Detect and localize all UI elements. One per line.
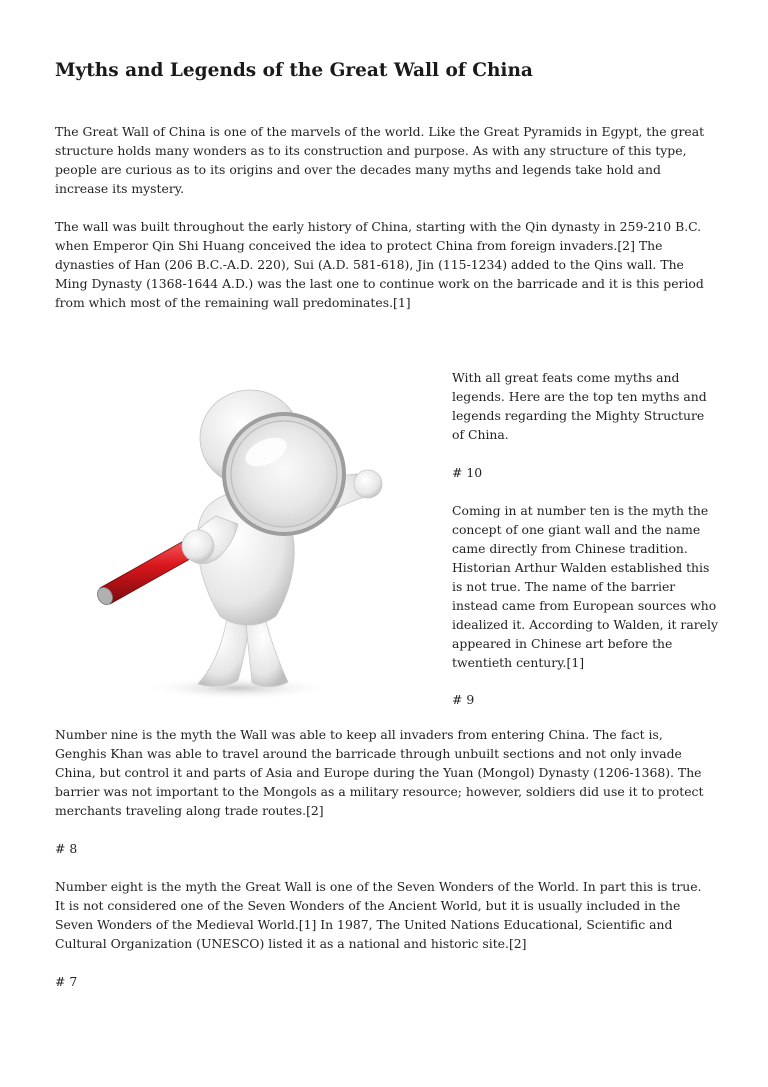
heading-myth-8: # 8 xyxy=(55,841,78,856)
magnifier-lens xyxy=(222,412,346,536)
figure-front-hand xyxy=(182,530,214,562)
page-title: Myths and Legends of the Great Wall of China xyxy=(55,60,533,81)
figure-back-hand xyxy=(354,470,382,498)
history-paragraph: The wall was built throughout the early history of China, starting with the Qin dynasty in 259-210 B.C. when Emperor Qin Shi Huang conceived the idea to protect China from foreign invaders.[2] The dynasties of Han (206 B.C.-A.D. 220), Sui (A.D. 581-618), Jin (115-1234) added to the Qins wall. The Ming Dynasty (1368-1644 A.D.) was the last one to continue work on the barricade and it is this period from which most of the remaining wall predominates.[1] xyxy=(55,219,704,310)
myth-9-paragraph: Number nine is the myth the Wall was able to keep all invaders from entering China. The fact is, Genghis Khan was able to travel around the barricade through unbuilt sections and not only invade China, but control it and parts of Asia and Europe during the Yuan (Mongol) Dynasty (1206-1368). The barrier was not important to the Mongols as a military resource; however, soldiers did use it to protect merchants traveling along trade routes.[2] xyxy=(55,727,704,818)
myth-10-paragraph: Coming in at number ten is the myth the concept of one giant wall and the name came directly from Chinese tradition. Historian Arthur Walden established this is not true. The name of the barrier instead came from European sources who idealized it. According to Walden, it rarely appeared in Chinese art before the twentieth century.[1] xyxy=(452,503,718,670)
side-intro-paragraph: With all great feats come myths and legends. Here are the top ten myths and legends regarding the Mighty Structure of China. xyxy=(452,370,707,442)
intro-paragraph: The Great Wall of China is one of the marvels of the world. Like the Great Pyramids in Egypt, the great structure holds many wonders as to its construction and purpose. As with any structure of this type, people are curious as to its origins and over the decades many myths and legends take hold and increase its mystery. xyxy=(55,124,705,196)
heading-myth-7: # 7 xyxy=(55,974,78,989)
myth-8-paragraph: Number eight is the myth the Great Wall is one of the Seven Wonders of the World. In part this is true. It is not considered one of the Seven Wonders of the Ancient World, but it is usually included in the Seven Wonders of the Medieval World.[1] In 1987, The United Nations Educational, Scientific and Cultural Organization (UNESCO) listed it as a national and historic site.[2] xyxy=(55,879,702,951)
heading-myth-9: # 9 xyxy=(452,692,475,707)
heading-myth-10: # 10 xyxy=(452,465,483,480)
magnifying-figure-illustration xyxy=(38,366,398,706)
